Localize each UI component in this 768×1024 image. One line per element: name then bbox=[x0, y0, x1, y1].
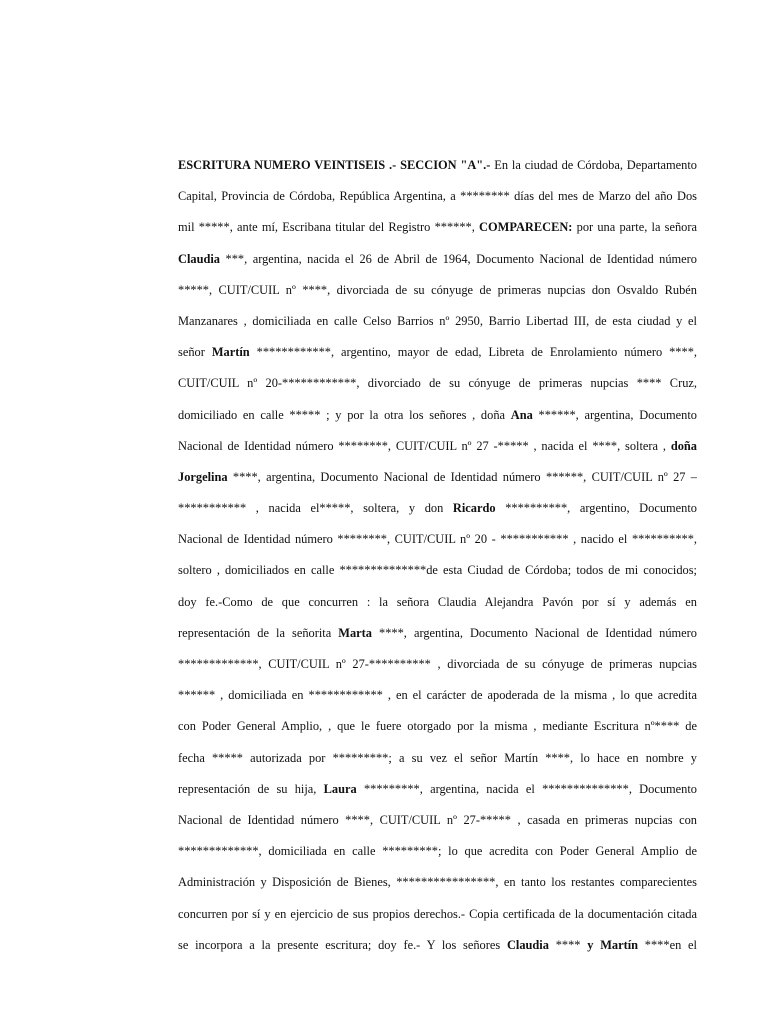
text-line bbox=[178, 899, 697, 930]
bold-text: Ricardo bbox=[452, 501, 496, 516]
text-run: ************, argentino, mayor de edad, Libreta de Enrolamiento número ****, bbox=[249, 345, 697, 360]
text-line bbox=[178, 493, 697, 524]
text-run: ***, argentina, nacida el 26 de Abril de 1964, Documento Nacional de Identidad número bbox=[220, 251, 697, 266]
text-run: *************, domiciliada en calle *********; lo que acredita con Poder General Amplio de bbox=[178, 844, 697, 859]
text-line bbox=[178, 587, 697, 618]
text-run: *********, argentina, nacida el **************, Documento bbox=[356, 781, 697, 796]
text-run: se incorpora a la presente escritura; doy fe.- Y los señores bbox=[178, 937, 507, 952]
text-line bbox=[178, 930, 697, 961]
text-run: mil *****, ante mí, Escribana titular del Registro ******, bbox=[178, 220, 480, 235]
bold-text: Claudia bbox=[506, 937, 549, 952]
text-line bbox=[178, 836, 697, 867]
text-run: Administración y Disposición de Bienes, ****************, en tanto los restantes comparecientes bbox=[178, 875, 697, 890]
text-line bbox=[178, 431, 697, 462]
text-run: señor bbox=[178, 345, 212, 360]
bold-text: Laura bbox=[323, 781, 357, 796]
text-line bbox=[178, 150, 697, 181]
text-line bbox=[178, 805, 697, 836]
bold-text: Claudia bbox=[178, 251, 221, 266]
text-run: doy fe.-Como de que concurren : la señora Claudia Alejandra Pavón por sí y además en bbox=[178, 594, 697, 609]
text-run: *************, CUIT/CUIL nº 27-********** , divorciada de su cónyuge de primeras nupcias bbox=[178, 657, 697, 671]
text-run: con Poder General Amplio, , que le fuere otorgado por la misma , mediante Escritura nº**** de bbox=[178, 719, 697, 734]
text-line bbox=[178, 867, 697, 898]
text-run: ******, argentina, Documento bbox=[532, 407, 697, 422]
text-run: ****, argentina, Documento Nacional de Identidad número bbox=[371, 625, 697, 640]
text-line bbox=[178, 337, 697, 368]
text-run: CUIT/CUIL nº 20-************, divorciado de su cónyuge de primeras nupcias **** Cruz, bbox=[178, 376, 697, 391]
text-line bbox=[178, 181, 697, 212]
text-line bbox=[178, 649, 697, 680]
bold-text: y bbox=[587, 937, 594, 952]
text-run: Capital, Provincia de Córdoba, República Argentina, a ******** días del mes de Marzo del año Dos bbox=[178, 189, 697, 204]
bold-text: Martín bbox=[211, 345, 250, 360]
text-run: ****, argentina, Documento Nacional de Identidad número ******, CUIT/CUIL nº 27 – bbox=[227, 469, 697, 484]
text-line bbox=[178, 275, 697, 306]
text-line bbox=[178, 244, 697, 275]
text-line bbox=[178, 212, 697, 243]
text-run: soltero , domiciliados en calle **************de esta Ciudad de Córdoba; todos de mi conocidos; bbox=[178, 563, 697, 578]
text-line bbox=[178, 555, 697, 586]
text-run: Manzanares , domiciliada en calle Celso Barrios nº 2950, Barrio Libertad III, de esta ciudad y el bbox=[178, 313, 697, 328]
text-line bbox=[178, 524, 697, 555]
text-line bbox=[178, 462, 697, 493]
text-run: *********** , nacida el*****, soltera, y don bbox=[178, 501, 453, 516]
text-run: Nacional de Identidad número ********, CUIT/CUIL nº 20 - *********** , nacido el **********, bbox=[178, 532, 697, 547]
text-run: Nacional de Identidad número ****, CUIT/CUIL nº 27-***** , casada en primeras nupcias con bbox=[178, 812, 697, 827]
text-run: Nacional de Identidad número ********, CUIT/CUIL nº 27 -***** , nacida el ****, soltera , bbox=[178, 438, 671, 453]
text-run: fecha ***** autorizada por *********; a su vez el señor Martín ****, lo hace en nombre y bbox=[178, 750, 697, 765]
text-run: representación de su hija, bbox=[178, 781, 324, 796]
text-run: domiciliado en calle ***** ; y por la otra los señores , doña bbox=[178, 407, 511, 422]
text-run: ****en el bbox=[638, 937, 697, 952]
text-line bbox=[178, 774, 697, 805]
text-run: **********, argentino, Documento bbox=[495, 501, 697, 516]
text-line bbox=[178, 400, 697, 431]
text-line bbox=[178, 306, 697, 337]
bold-text: Marta bbox=[338, 625, 372, 640]
text-run: por una parte, la señora bbox=[572, 220, 697, 235]
bold-text: Ana bbox=[510, 407, 533, 422]
deed-body-text bbox=[178, 150, 697, 961]
text-run: *****, CUIT/CUIL nº ****, divorciada de su cónyuge de primeras nupcias don Osvaldo Rubén bbox=[178, 282, 697, 297]
bold-text: doña bbox=[670, 438, 697, 453]
text-run: representación de la señorita bbox=[178, 625, 339, 640]
text-line bbox=[178, 618, 697, 649]
bold-text: Jorgelina bbox=[178, 469, 228, 484]
bold-text: COMPARECEN: bbox=[479, 220, 573, 235]
text-line bbox=[178, 368, 697, 399]
text-line bbox=[178, 680, 697, 711]
text-line bbox=[178, 743, 697, 774]
text-line bbox=[178, 711, 697, 742]
bold-text: ESCRITURA NUMERO VEINTISEIS .- SECCION "A".- bbox=[178, 158, 491, 172]
text-run: En la ciudad de Córdoba, Departamento bbox=[490, 158, 697, 172]
text-run: **** bbox=[548, 937, 588, 952]
text-run: concurren por sí y en ejercicio de sus propios derechos.- Copia certificada de la documentación citada bbox=[178, 906, 697, 921]
bold-text: Martín bbox=[600, 937, 639, 952]
text-run: ****** , domiciliada en ************ , en el carácter de apoderada de la misma , lo que acredita bbox=[178, 688, 697, 703]
